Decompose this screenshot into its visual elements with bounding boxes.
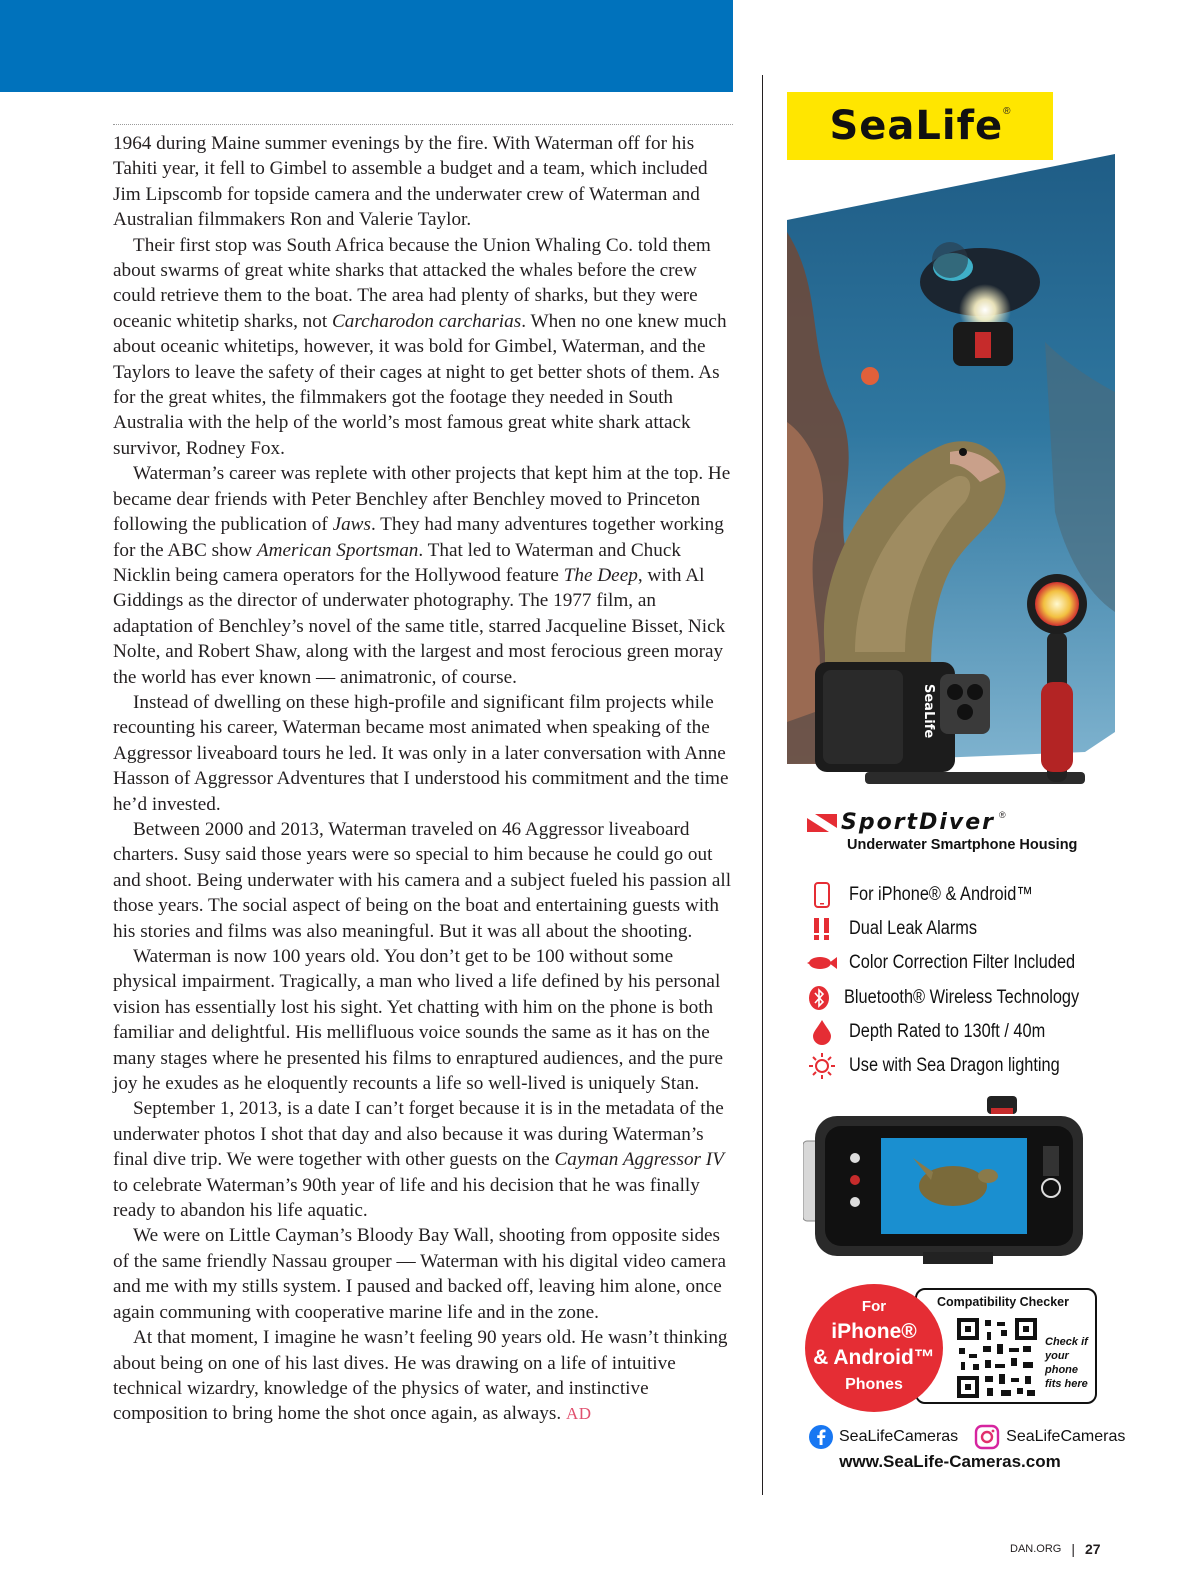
sealife-logo: SeaLife — [829, 103, 1004, 149]
column-divider — [762, 75, 763, 1495]
promo-line-2: iPhone® — [831, 1320, 917, 1343]
promo-line-1: For — [861, 1298, 887, 1315]
end-mark: AD — [565, 1404, 592, 1424]
iphone-android-badge — [805, 1284, 943, 1412]
video-mode-icon — [850, 1175, 860, 1185]
website-url[interactable]: www.SeaLife-Cameras.com — [839, 1452, 1061, 1471]
top-knob-ring — [991, 1108, 1013, 1114]
instagram-icon — [974, 1424, 1000, 1450]
feature-list — [807, 878, 1117, 1083]
feature-item — [807, 1015, 1117, 1049]
diver-head — [932, 242, 968, 278]
sealife-logo-box — [787, 92, 1053, 160]
moray-eye — [959, 448, 967, 456]
feature-text: Color Correction Filter Included — [849, 952, 1076, 974]
footer-separator: | — [1071, 1541, 1075, 1557]
alarm-icon — [807, 915, 837, 943]
camera-mode-icon — [850, 1153, 860, 1163]
facebook-handle: SeaLifeCameras — [839, 1428, 959, 1445]
sealife-trademark: ® — [1003, 106, 1011, 117]
housing-logo: SeaLife — [921, 684, 936, 739]
settings-icon — [850, 1197, 860, 1207]
paragraph-5: Between 2000 and 2013, Waterman traveled on 46 Aggressor liveaboard charters. Susy said those years were so special to him because he could go out and shoot. Being underwater with his camera and a subject fueled his passion all those years. The social aspect of being on the boat and entertaining guests with his stories and films was also meaningful. But it was all about the shooting. — [113, 818, 732, 942]
sportdiver-flag-icon — [807, 814, 837, 832]
light-grip — [1041, 682, 1073, 772]
article-body — [113, 131, 736, 1427]
instagram-link[interactable] — [974, 1424, 1125, 1450]
housing-product-photo — [803, 1096, 1093, 1266]
feature-item — [807, 981, 1117, 1015]
bluetooth-icon — [807, 984, 832, 1012]
paragraph-9: At that moment, I imagine he wasn’t feeling 90 years old. He wasn’t thinking about being on one of his last dives. He was drawing on a life of intuitive technical wizardry, knowledge of the physics of water, and instinctive composition to bring home the shot once again, as always. AD — [113, 1327, 728, 1425]
phone-icon — [807, 881, 837, 909]
facebook-link[interactable] — [809, 1425, 958, 1449]
checker-title: Compatibility Checker — [937, 1295, 1069, 1309]
sportdiver-brand — [807, 810, 1006, 835]
small-fish — [861, 367, 879, 385]
fish-icon — [807, 949, 837, 977]
feature-item — [807, 878, 1117, 912]
paragraph-4: Instead of dwelling on these high-profile and significant film projects while recounting his career, Waterman became most animated when speaking of the Aggressor liveaboard tours he led. It was only in a later conversation with Anne Hasson of Aggressor Adventures that I understood his commitment and the time he’d invested. — [113, 691, 729, 815]
product-name: SportDiver — [841, 810, 995, 835]
feature-text: Bluetooth® Wireless Technology — [843, 986, 1079, 1008]
product-trademark: ® — [999, 810, 1006, 820]
paragraph-6: Waterman is now 100 years old. You don’t get to be 100 without some physical impairment. Tragically, a man who lived a life defined by his personal vision has essentially lost his sight. Yet chatting with him on the phone is both familiar and delightful. His mellifluous voice sounds the same as it has on the many stages where he presented his films to enraptured audiences, and the pure joy he exudes as he eloquently recounts a life so well-lived is uniquely Stan. — [113, 946, 724, 1095]
housing-lens-1 — [947, 684, 963, 700]
product-tagline: Underwater Smartphone Housing — [847, 837, 1078, 853]
feature-text: Dual Leak Alarms — [849, 918, 978, 940]
sealife-advertisement — [785, 92, 1126, 1482]
sun-icon — [807, 1052, 837, 1080]
dotted-rule — [113, 124, 733, 125]
instagram-handle: SeaLifeCameras — [1006, 1428, 1126, 1445]
top-color-band — [0, 0, 733, 92]
feature-text: Depth Rated to 130ft / 40m — [849, 1020, 1046, 1042]
page-footer — [1010, 1541, 1101, 1557]
feature-text: For iPhone® & Android™ — [849, 884, 1033, 906]
feature-item — [807, 912, 1117, 946]
turtle-head — [978, 1169, 998, 1183]
ad-photo — [785, 92, 1115, 1482]
feature-item — [807, 1049, 1117, 1083]
paragraph-3: Waterman’s career was replete with other projects that kept him at the top. He became dear friends with Peter Benchley after Benchley moved to Princeton following the publication of Jaws. They had many adventures together working for the ABC show American Sportsman. That led to Waterman and Chuck Nicklin being camera operators for the Hollywood feature The Deep, with Al Giddings as the director of underwater photography. The 1977 film, an adaptation of Benchley’s novel of the same title, starred Jacqueline Bisset, Nick Nolte, and Robert Shaw, along with the largest and most ferocious green moray the world has ever known — animatronic, of course. — [113, 463, 731, 688]
housing-back-panel — [823, 670, 903, 764]
paragraph-2: Their first stop was South Africa because the Union Whaling Co. told them about swarms of great white sharks that attacked the whales before the crew could retrieve them to the boat. The area had plenty of sharks, but they were oceanic whitetip sharks, not Carcharodon carcharias. When no one knew much about oceanic whitetips, however, it was bold for Gimbel, Waterman, and the Taylors to leave the safety of their cages at night to get better shots of them. As for the great whites, the filmmakers got the footage they needed in South Australia with the help of the world’s most famous great white shark attack survivor, Rodney Fox. — [113, 234, 727, 459]
control-strip — [1043, 1146, 1059, 1176]
facebook-icon — [809, 1425, 833, 1449]
paragraph-1: 1964 during Maine summer evenings by the fire. With Waterman off for his Tahiti year, it fell to Gimbel to assemble a budget and a team, which included Jim Lipscomb for topside camera and the underwater crew of Waterman and Australian filmmakers Ron and Valerie Taylor. — [113, 133, 708, 231]
diver-camera-stripe — [975, 332, 991, 358]
sea-dragon-light-face — [1035, 582, 1079, 626]
checker-note: Check if your phone fits here — [1045, 1336, 1088, 1390]
footer-site: DAN.ORG — [1010, 1543, 1062, 1555]
bottom-mount — [923, 1252, 993, 1264]
page-number: 27 — [1084, 1541, 1101, 1557]
qr-code — [957, 1318, 1037, 1398]
feature-item — [807, 946, 1117, 980]
compatibility-promo — [805, 1284, 1097, 1412]
water-drop-icon — [807, 1018, 837, 1046]
housing-lens-2 — [967, 684, 983, 700]
paragraph-8: We were on Little Cayman’s Bloody Bay Wall, shooting from opposite sides of the same friendly Nassau grouper — Waterman with his digital video camera and me with my stills system. I paused and backed off, leaving him alone, once again communing with cooperative marine life and in the zone. — [113, 1225, 726, 1323]
social-links — [809, 1424, 1133, 1450]
promo-line-3: & Android™ — [813, 1346, 935, 1369]
housing-lens-3 — [957, 704, 973, 720]
paragraph-7: September 1, 2013, is a date I can’t forget because it is in the metadata of the underwater photos I shot that day and also because it was during Waterman’s final dive trip. We were together with other guests on the Cayman Aggressor IV to celebrate Waterman’s 90th year of life and his decision that he was finally ready to abandon his life aquatic. — [113, 1098, 724, 1222]
promo-line-4: Phones — [845, 1376, 903, 1393]
feature-text: Use with Sea Dragon lighting — [849, 1055, 1060, 1077]
